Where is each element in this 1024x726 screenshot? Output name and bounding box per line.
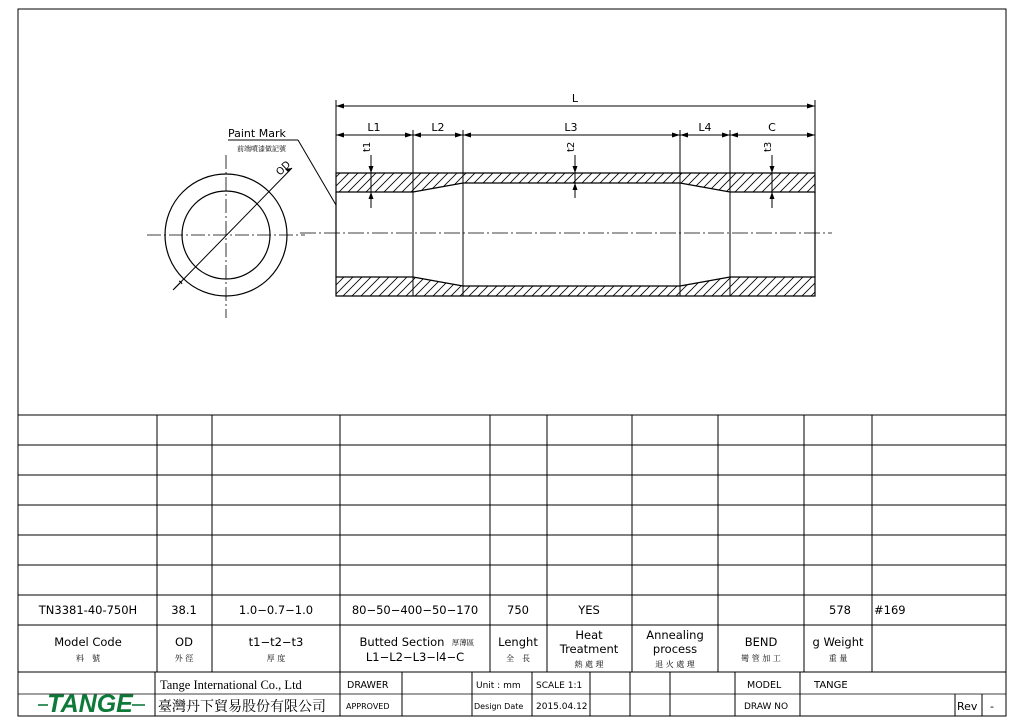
dim-label-od: OD [274, 159, 294, 179]
rev-label: Rev [957, 700, 978, 713]
draw-no-label: DRAW NO [744, 702, 789, 712]
header-bend: BEND [744, 635, 778, 649]
header-heat: Heat [575, 628, 603, 642]
cell-od: 38.1 [171, 603, 197, 617]
drawer-label: DRAWER [347, 680, 389, 691]
logo-text: TANGE [47, 690, 133, 718]
header-model-code: Model Code [54, 635, 122, 649]
company-name-en: Tange International Co., Ltd [160, 678, 302, 692]
dim-label-l1: L1 [367, 121, 381, 134]
header-od-zh: 外 徑 [174, 654, 194, 663]
title-block [18, 672, 1006, 718]
header-thickness-zh: 厚 度 [266, 654, 286, 663]
cell-weight: 578 [829, 603, 851, 617]
header-od: OD [175, 635, 193, 649]
dim-label-l: L [571, 92, 579, 105]
dim-label-l2: L2 [431, 121, 445, 134]
end-view [147, 155, 305, 318]
dim-label-t1: t1 [362, 141, 373, 152]
header-butted-section: Butted Section [359, 635, 445, 649]
cell-length: 750 [507, 603, 529, 617]
tube-lower-wall [336, 277, 815, 296]
dim-label-c: C [768, 121, 776, 134]
header-butted-section-sub: L1−L2−L3−l4−C [365, 650, 465, 664]
header-heat-zh: 熱 處 理 [574, 660, 604, 669]
tube-section-view [300, 173, 832, 296]
rev-value: - [990, 700, 994, 713]
design-date-value: 2015.04.12 [536, 702, 588, 712]
spec-table [18, 415, 1006, 672]
unit-label: Unit : mm [476, 681, 521, 691]
scale-label: SCALE 1:1 [536, 681, 583, 691]
header-process: process [652, 642, 698, 656]
dim-label-l3: L3 [564, 121, 578, 134]
approved-label: APPROVED [346, 702, 390, 711]
cell-thickness: 1.0−0.7−1.0 [238, 603, 314, 617]
cell-butted-section: 80−50−400−50−170 [351, 603, 479, 617]
paint-mark-label-zh: 前端噴漆做記號 [237, 145, 286, 153]
header-length: Lenght [498, 635, 538, 649]
header-annealing: Annealing [646, 628, 704, 642]
cell-note: #169 [874, 603, 906, 617]
header-model-code-zh: 料 號 [76, 654, 100, 663]
design-date-label: Design Date [474, 702, 524, 711]
tange-logo [38, 690, 145, 718]
cell-heat-treatment: YES [578, 603, 600, 617]
company-name-zh: 臺灣丹下貿易股份有限公司 [158, 699, 326, 715]
header-butted-section-zh: 厚薄區 [451, 638, 475, 647]
header-treatment: Treatment [559, 642, 619, 656]
header-bend-zh: 彎 管 加 工 [741, 654, 781, 663]
header-length-zh: 全 長 [506, 654, 530, 663]
paint-mark-label: Paint Mark [228, 127, 286, 140]
header-annealing-zh: 退 火 處 理 [655, 660, 695, 669]
dim-label-t3: t3 [763, 141, 774, 152]
cell-model-code: TN3381-40-750H [38, 603, 138, 617]
model-label: MODEL [747, 680, 782, 691]
header-weight: g Weight [812, 635, 864, 649]
dim-label-l4: L4 [698, 121, 712, 134]
model-value: TANGE [814, 680, 848, 691]
header-thickness: t1−t2−t3 [248, 635, 304, 649]
dim-label-t2: t2 [566, 141, 577, 152]
header-weight-zh: 重 量 [828, 654, 848, 663]
